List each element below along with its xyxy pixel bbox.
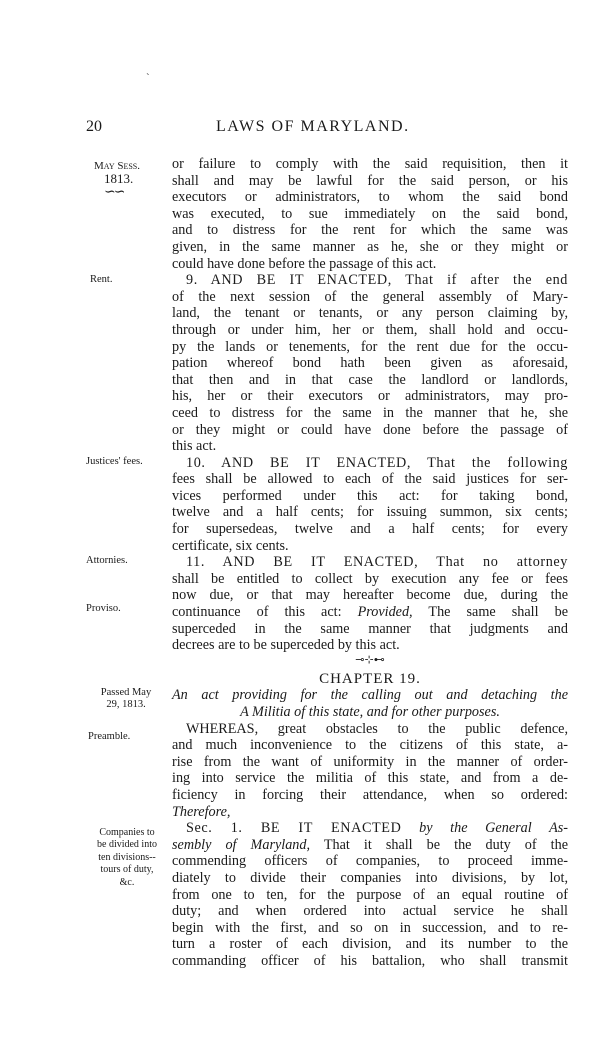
- margin-note-attornies: Attornies.: [86, 555, 128, 566]
- margin-session: May Sess.: [94, 160, 141, 172]
- text-line: commending officers of companies, to proceed imme-: [172, 853, 568, 870]
- text-line: that then and in that case the landlord or landlords,: [172, 371, 568, 388]
- margin-passed-line: 29, 1813.: [106, 699, 146, 710]
- enacted-by: by the General As-: [419, 820, 568, 837]
- text-line: duty; and when ordered into actual service he shall: [172, 903, 568, 920]
- text-line: now due, or that may hereafter become due, during the: [172, 587, 568, 604]
- text-line: shall and may be lawful for the said person, or his: [172, 172, 568, 189]
- section-10-heading-line: 10. AND BE IT ENACTED, That the following: [186, 454, 568, 471]
- text-line: from one to ten, for the purpose of an equal routine of: [172, 886, 568, 903]
- margin-companies-line: ten divisions--: [98, 851, 156, 863]
- margin-companies-line: &c.: [119, 876, 135, 888]
- proviso-lead: continuance of this act:: [172, 604, 342, 621]
- text-line: twelve and a half cents; for issuing summon, six cents;: [172, 504, 568, 521]
- proviso-word: Provided,: [357, 604, 413, 621]
- act-title-text: An act providing for the calling out and detaching the: [172, 687, 568, 704]
- text-line: this act.: [172, 438, 217, 455]
- text-line: and to distress for the rent for which the same was: [172, 222, 568, 239]
- text-line: was executed, to sue immediately on the said bond,: [172, 205, 568, 222]
- text-line: and much inconvenience to the citizens of this state, a-: [172, 737, 568, 754]
- margin-note-companies: [86, 827, 168, 889]
- assembly-name: sembly of Maryland,: [172, 836, 311, 853]
- text-line: begin with the first, and so on in succession, and to re-: [172, 919, 568, 936]
- text-line: through or under him, her or them, shall hold and occu-: [172, 321, 568, 338]
- text-line: given, in the same manner as he, she or they might or: [172, 238, 568, 255]
- margin-note-rent: Rent.: [90, 274, 113, 285]
- margin-note-justices-fees: Justices' fees.: [86, 456, 143, 467]
- text-line: could have done before the passage of this act.: [172, 255, 437, 272]
- text-line: fees shall be allowed to each of the said justices for ser-: [172, 471, 568, 488]
- text-line: vices performed under this act: for taking bond,: [172, 487, 568, 504]
- text-line: for supersedeas, twelve and a half cents; for every: [172, 521, 568, 538]
- text-line: ceed to distress for the same in the manner that he, she: [172, 404, 568, 421]
- margin-note-proviso: Proviso.: [86, 603, 121, 614]
- margin-passed-line: Passed May: [100, 687, 152, 698]
- text-line: pation whereof bond hath been given as aforesaid,: [172, 355, 568, 372]
- sec1-lead: Sec. 1. BE IT ENACTED: [186, 820, 402, 837]
- text-line: or they might or could have done before the passage of: [172, 421, 568, 438]
- text-line: diately to divide their companies into divisions, by lot,: [172, 869, 568, 886]
- margin-year: 1813.: [104, 171, 134, 186]
- text-line: ing into service the militia of this state, and from a de-: [172, 770, 568, 787]
- therefore-word: Therefore,: [172, 803, 231, 820]
- text-line: his, her or their executors or administrators, may pro-: [172, 388, 568, 405]
- text-line: shall be entitled to collect by execution any fee or fees: [172, 570, 568, 587]
- act-title-line: [172, 687, 568, 704]
- section-9-heading-line: 9. AND BE IT ENACTED, That if after the end: [186, 272, 568, 289]
- margin-companies-line: be divided into: [97, 839, 157, 851]
- text-line: rise from the want of uniformity in the manner of order-: [172, 753, 568, 770]
- text-line: [172, 837, 568, 854]
- sec1-rest: That it shall be the duty of the: [323, 836, 568, 853]
- chapter-heading: CHAPTER 19.: [319, 670, 421, 687]
- margin-companies-line: tours of duty,: [100, 864, 154, 876]
- text-line: [172, 804, 568, 821]
- text-line: turn a roster of each division, and its number to the: [172, 936, 568, 953]
- preamble-line: WHEREAS, great obstacles to the public defence,: [186, 720, 568, 737]
- text-line: decrees are to be superceded by this act.: [172, 637, 400, 654]
- act-title-text: A Militia of this state, and for other purposes.: [240, 704, 500, 720]
- text-line: land, the tenant or tenants, or any person claiming by,: [172, 305, 568, 322]
- margin-note-preamble: Preamble.: [88, 731, 131, 742]
- text-line: or failure to comply with the said requisition, then it: [172, 156, 568, 172]
- proviso-rest: The same shall be: [428, 604, 568, 621]
- text-line: executors or administrators, to whom the said bond: [172, 189, 568, 206]
- page-number: 20: [86, 118, 102, 135]
- text-line: commanding officer of his battalion, who shall transmit: [172, 952, 568, 969]
- body-text: [172, 156, 568, 970]
- margin-note-passed: [88, 687, 164, 711]
- margin-companies-line: Companies to: [99, 827, 155, 838]
- text-line: py the lands or tenements, for the rent due for the occu-: [172, 338, 568, 355]
- text-line: superceded in the same manner that judgments and: [172, 620, 568, 637]
- section-11-heading-line: 11. AND BE IT ENACTED, That no attorney: [186, 554, 568, 571]
- proviso-line: [172, 604, 568, 621]
- ornament-divider: ⊸⊹⊷: [355, 653, 385, 666]
- margin-squiggle: ∽∽: [104, 185, 124, 200]
- text-line: ficiency in forcing their attendance, when so ordered:: [172, 786, 568, 803]
- running-title: LAWS OF MARYLAND.: [216, 118, 410, 135]
- act-title-line: [172, 704, 568, 721]
- text-line: certificate, six cents.: [172, 537, 289, 554]
- section-1-heading-line: [172, 820, 568, 837]
- stray-mark: `: [146, 72, 150, 84]
- text-line: of the next session of the general assembly of Mary-: [172, 288, 568, 305]
